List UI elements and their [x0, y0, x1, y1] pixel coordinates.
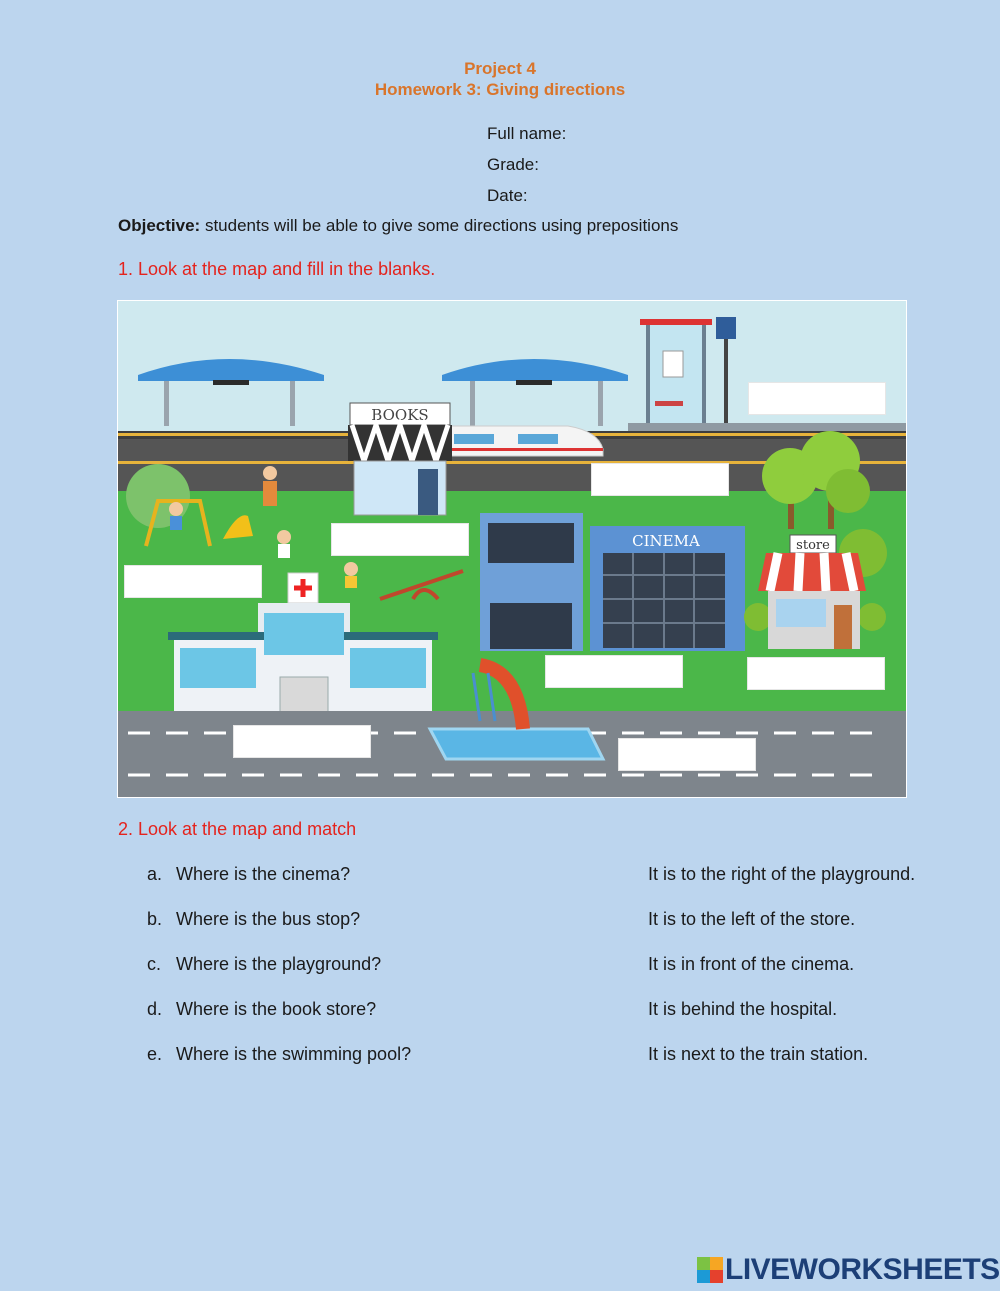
books-sign-text: BOOKS	[371, 406, 429, 424]
project-title: Project 4	[464, 59, 536, 78]
answer-2[interactable]: It is to the left of the store.	[648, 909, 856, 929]
answer-5[interactable]: It is next to the train station.	[648, 1044, 869, 1064]
question-d	[147, 999, 376, 1020]
section-2-title: 2. Look at the map and match	[118, 819, 357, 839]
question-c	[147, 954, 381, 975]
question-a	[147, 864, 350, 885]
objective	[118, 216, 678, 236]
question-letter: b.	[147, 909, 163, 929]
blank-store[interactable]	[747, 657, 885, 690]
date-label: Date:	[487, 186, 528, 205]
question-text[interactable]: Where is the bus stop?	[176, 909, 361, 929]
blank-hospital[interactable]	[233, 725, 371, 758]
city-map	[117, 300, 907, 798]
objective-text: students will be able to give some directions using prepositions	[204, 216, 679, 235]
cinema-building	[480, 513, 745, 651]
question-b	[147, 909, 360, 930]
question-letter: c.	[147, 954, 162, 974]
blank-book-store[interactable]	[331, 523, 469, 556]
store-sign-text: store	[796, 538, 830, 553]
question-text[interactable]: Where is the cinema?	[176, 864, 351, 884]
logo-wordmark: LIVEWORKSHEETS	[725, 1253, 1000, 1286]
city-map-illustration	[118, 301, 906, 797]
question-letter: d.	[147, 999, 163, 1019]
blank-train-station[interactable]	[591, 463, 729, 496]
question-letter: e.	[147, 1044, 163, 1064]
section-1-title: 1. Look at the map and fill in the blanks.	[118, 259, 436, 279]
blank-bus-stop[interactable]	[748, 382, 886, 415]
blank-cinema[interactable]	[545, 655, 683, 688]
answer-1[interactable]: It is to the right of the playground.	[648, 864, 916, 884]
sidewalk	[628, 423, 906, 431]
full-name-label: Full name:	[487, 124, 567, 143]
objective-label: Objective:	[118, 216, 201, 235]
question-text[interactable]: Where is the playground?	[176, 954, 382, 974]
liveworksheets-logo	[697, 1255, 1000, 1285]
question-text[interactable]: Where is the swimming pool?	[176, 1044, 412, 1064]
grade-label: Grade:	[487, 155, 539, 174]
question-letter: a.	[147, 864, 163, 884]
answer-4[interactable]: It is behind the hospital.	[648, 999, 838, 1019]
train	[448, 426, 603, 456]
cinema-sign-text: CINEMA	[632, 532, 700, 550]
answer-3[interactable]: It is in front of the cinema.	[648, 954, 855, 974]
question-e	[147, 1044, 411, 1065]
question-text[interactable]: Where is the book store?	[176, 999, 377, 1019]
book-store	[348, 403, 452, 515]
live-cube-icon	[697, 1257, 723, 1283]
blank-swimming-pool[interactable]	[618, 738, 756, 771]
blank-playground[interactable]	[124, 565, 262, 598]
homework-title: Homework 3: Giving directions	[374, 80, 626, 99]
